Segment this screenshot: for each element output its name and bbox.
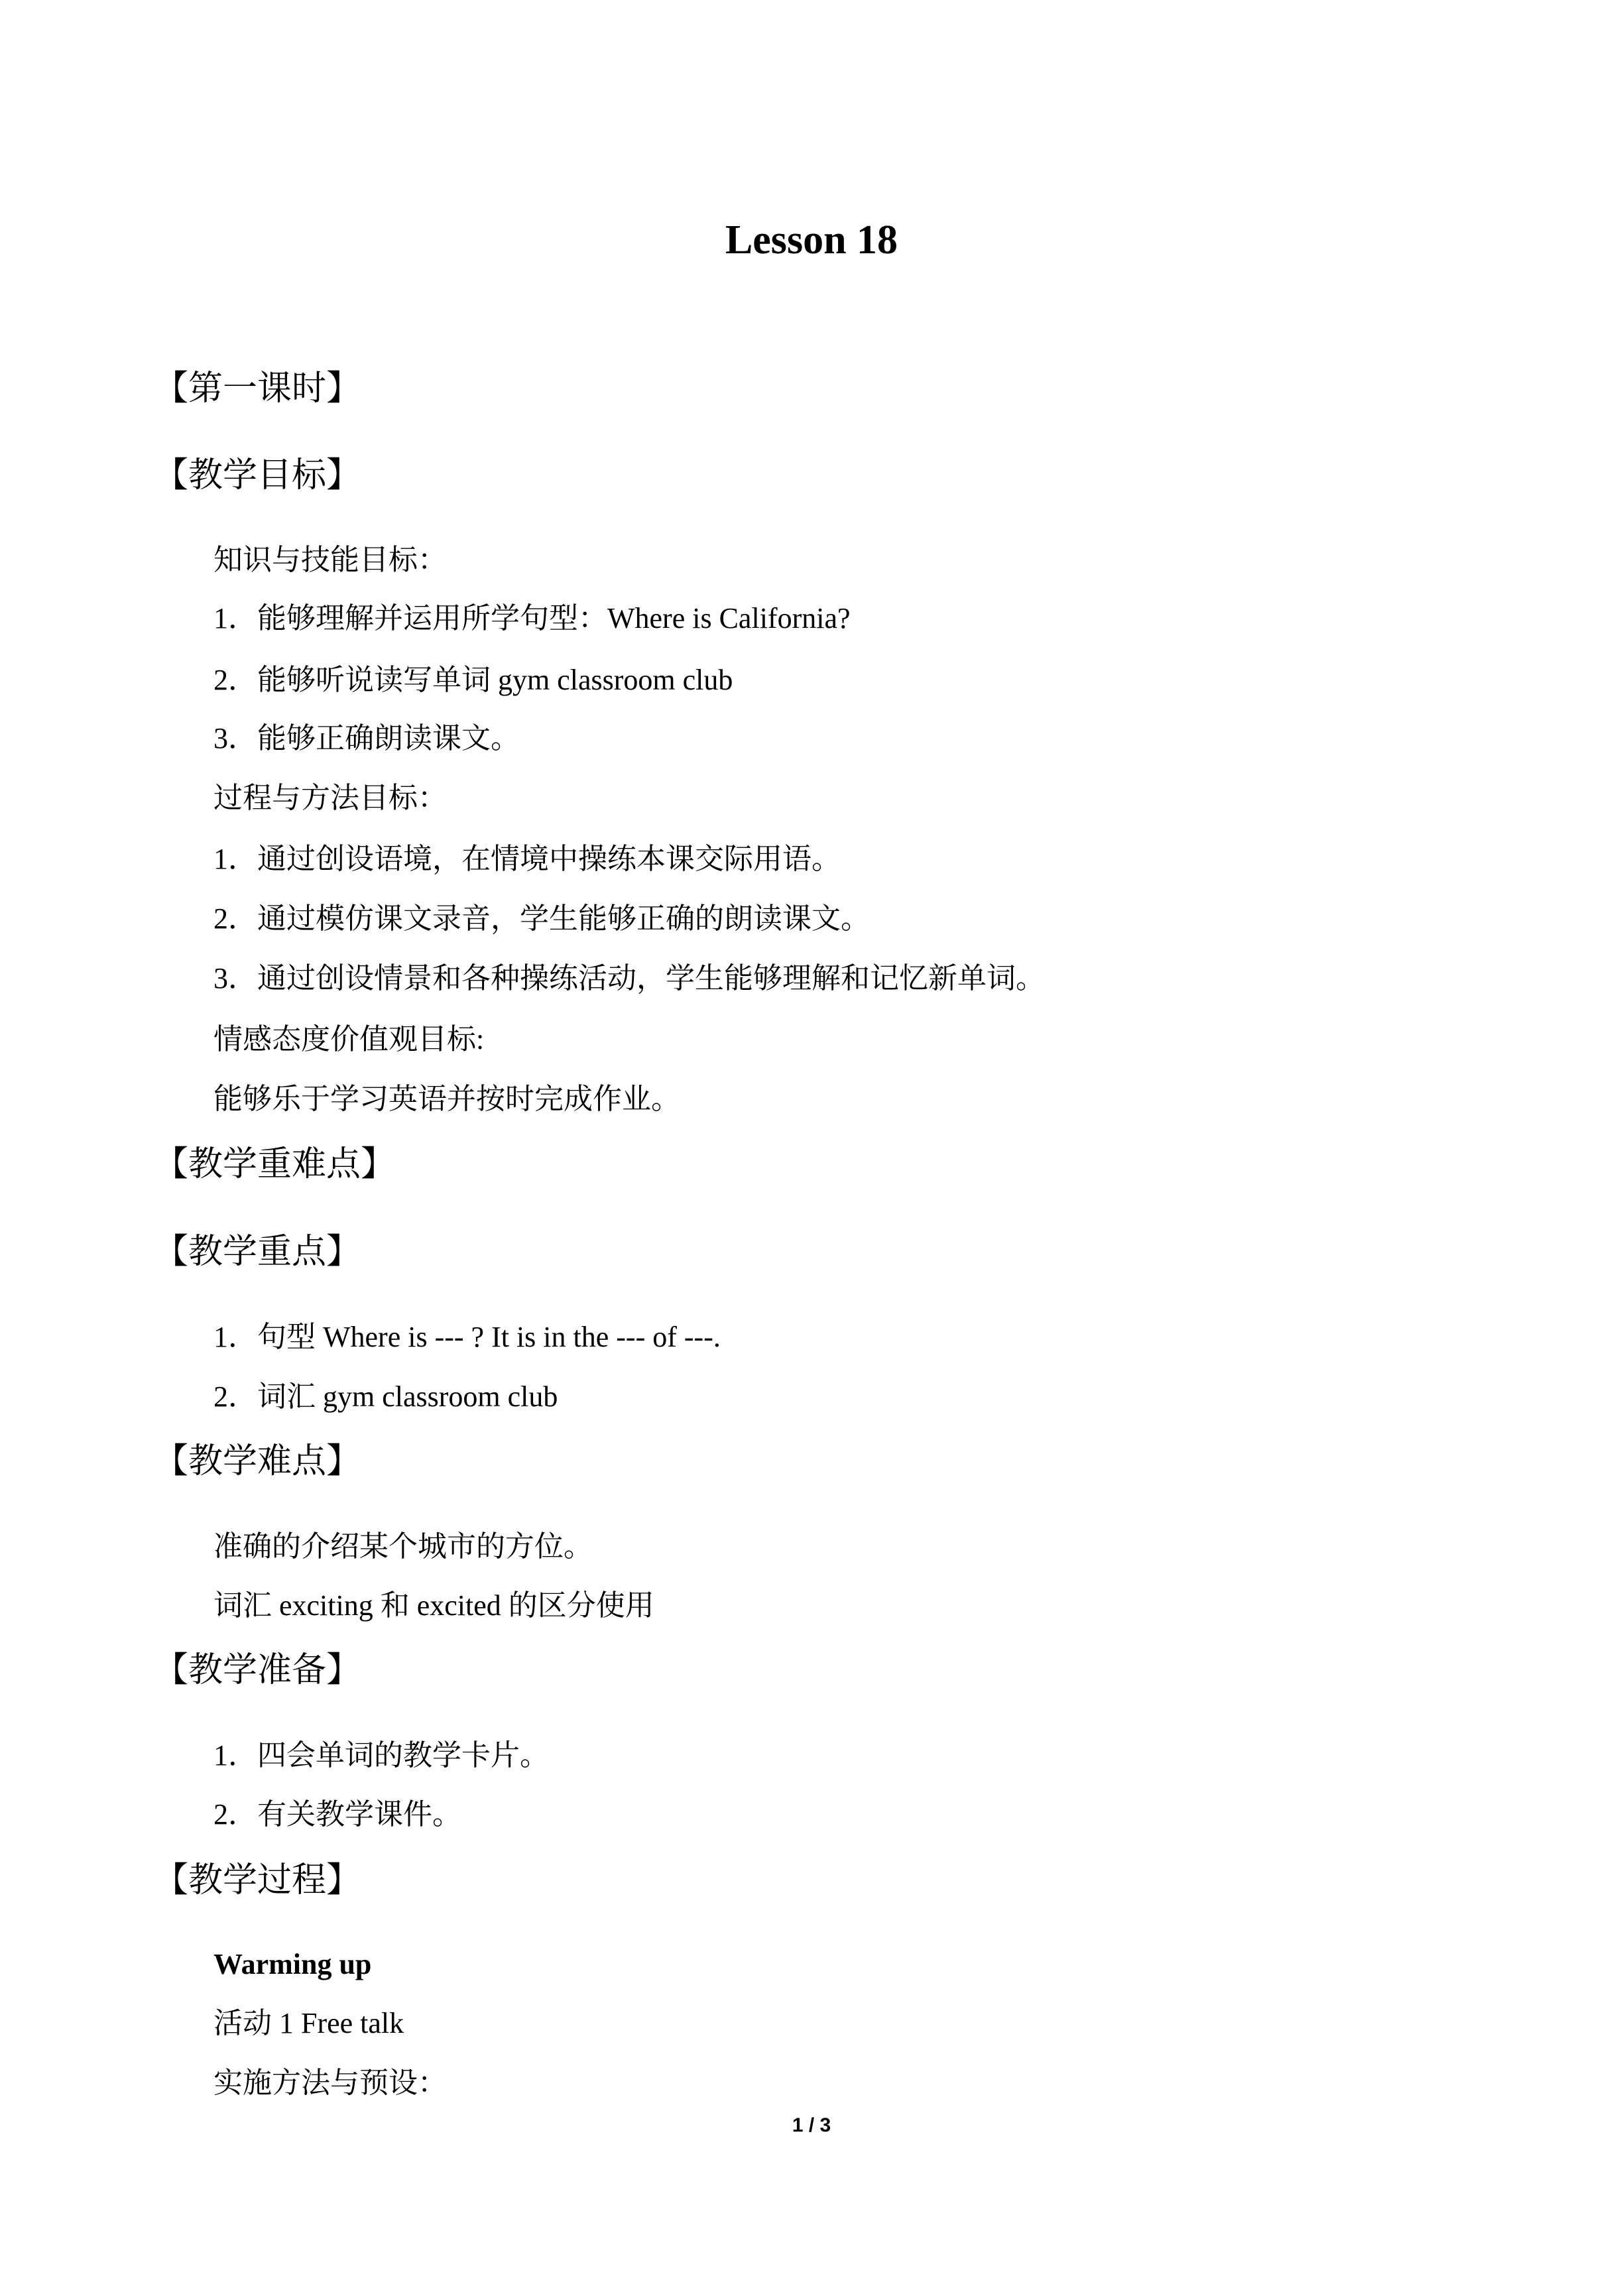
knowledge-label: 知识与技能目标：	[213, 544, 447, 576]
process-item-1: 1．通过创设语境，在情境中操练本课交际用语。	[213, 843, 841, 875]
heading-objectives: 【教学目标】	[154, 455, 361, 495]
heading-key-difficult: 【教学重难点】	[154, 1144, 396, 1184]
difficult-point-1: 准确的介绍某个城市的方位。	[213, 1530, 593, 1563]
warming-up-label: Warming up	[213, 1948, 372, 1980]
key-point-1: 1．句型 Where is --- ? It is in the --- of ---.	[213, 1321, 721, 1353]
process-item-2: 2．通过模仿课文录音，学生能够正确的朗读课文。	[213, 902, 870, 935]
lesson-title: Lesson 18	[725, 217, 898, 263]
difficult-point-2: 词汇 exciting 和 excited 的区分使用	[213, 1589, 654, 1622]
heading-difficult-points: 【教学难点】	[154, 1441, 361, 1481]
heading-period: 【第一课时】	[154, 369, 361, 408]
knowledge-item-3: 3．能够正确朗读课文。	[213, 722, 520, 755]
heading-process: 【教学过程】	[154, 1860, 361, 1900]
heading-key-points: 【教学重点】	[154, 1232, 361, 1272]
knowledge-item-1: 1．能够理解并运用所学句型：Where is California?	[213, 602, 851, 634]
emotion-text: 能够乐于学习英语并按时完成作业。	[213, 1083, 680, 1115]
process-label: 过程与方法目标：	[213, 782, 447, 814]
process-item-3: 3．通过创设情景和各种操练活动，学生能够理解和记忆新单词。	[213, 962, 1045, 995]
emotion-label: 情感态度价值观目标:	[213, 1023, 485, 1056]
activity-label: 活动 1 Free talk	[213, 2007, 404, 2039]
page-number: 1 / 3	[792, 2114, 831, 2136]
knowledge-item-2: 2．能够听说读写单词 gym classroom club	[213, 664, 733, 696]
key-point-2: 2．词汇 gym classroom club	[213, 1380, 558, 1413]
method-label: 实施方法与预设：	[213, 2067, 447, 2099]
heading-preparation: 【教学准备】	[154, 1650, 361, 1690]
preparation-item-1: 1．四会单词的教学卡片。	[213, 1739, 549, 1772]
preparation-item-2: 2．有关教学课件。	[213, 1798, 461, 1831]
